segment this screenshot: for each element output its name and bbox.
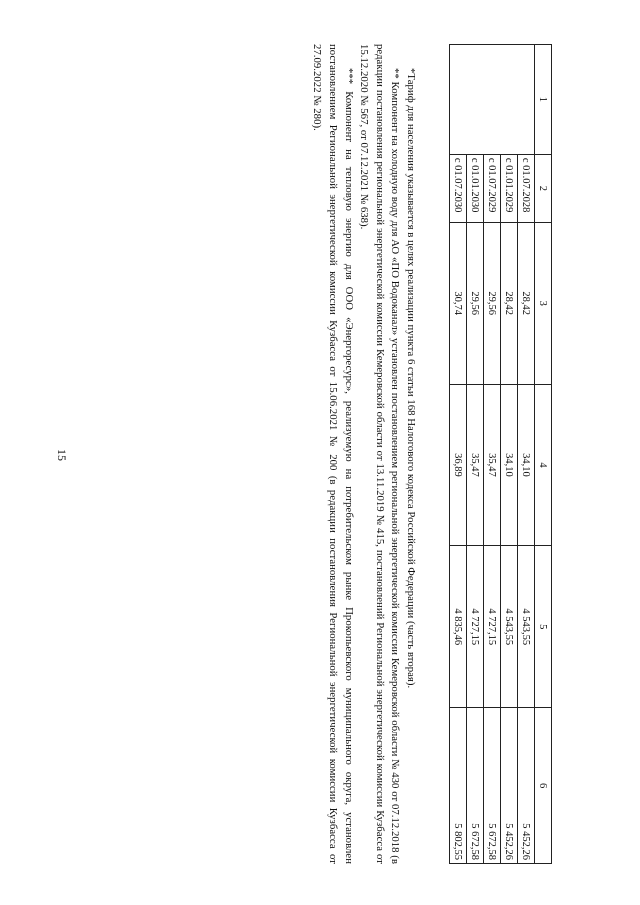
table-cell: 4 727,15 <box>484 546 501 708</box>
column-header-3: 3 <box>535 222 552 384</box>
table-cell: 28,42 <box>501 222 518 384</box>
table-cell-date: с 01.07.2029 <box>484 154 501 222</box>
table-cell: 5 452,26 <box>501 708 518 864</box>
table-row <box>518 45 535 864</box>
table-cell: 29,56 <box>467 222 484 384</box>
footnote-cold-water-component: ** Компонент на холодную воду для АО «ПО Водоканал» установлен постановлением региональной энергетической комиссии Кемеровской области № 430 от 07.12.2018 (в редакции постановления региональной энергетической комиссии Кемеровской области от 13.11.2019 № 415, постановлений Региональной энергетической комиссии Кузбасса от 15.12.2020 № 567, от 07.12.2021 № 638). <box>358 44 402 864</box>
table-cell-date: с 01.07.2030 <box>450 154 467 222</box>
table-cell-date: с 01.01.2029 <box>501 154 518 222</box>
table-row <box>467 45 484 864</box>
footnotes <box>309 44 418 864</box>
table-cell: 5 672,58 <box>467 708 484 864</box>
table-header-row <box>535 45 552 864</box>
page-number: 15 <box>55 449 69 461</box>
table-cell: 28,42 <box>518 222 535 384</box>
table-cell: 4 727,15 <box>467 546 484 708</box>
table-cell: 29,56 <box>484 222 501 384</box>
footnote-population-tariff: *Тариф для населения указывается в целях реализации пункта 6 статьи 168 Налогового кодекса Российской Федерации (часть вторая). <box>405 68 417 689</box>
table-cell: 4 835,46 <box>450 546 467 708</box>
column-header-4: 4 <box>535 384 552 546</box>
table-cell: 30,74 <box>450 222 467 384</box>
table-row <box>484 45 501 864</box>
column-header-2: 2 <box>535 154 552 222</box>
table-cell-merged <box>450 45 535 155</box>
footnote-heat-energy-component: *** Компонент на тепловую энергию для ООО «Энергоресурс», реализуемую на потребительском рынке Прокопьевского муниципального округа, установлен постановлением Региональной энергетической комиссии Кузбасса от 15.06.2021 № 200 (в редакции постановления Региональной энергетической комиссии Кузбасса от 27.09.2022 № 280). <box>311 44 355 864</box>
table-cell: 5 802,55 <box>450 708 467 864</box>
table-cell: 34,10 <box>501 384 518 546</box>
table-cell: 4 543,55 <box>518 546 535 708</box>
table-cell: 5 672,58 <box>484 708 501 864</box>
table-cell: 4 543,55 <box>501 546 518 708</box>
table-cell: 5 452,26 <box>518 708 535 864</box>
table-cell-date: с 01.07.2028 <box>518 154 535 222</box>
table-cell: 36,89 <box>450 384 467 546</box>
table-row <box>501 45 518 864</box>
table-cell: 35,47 <box>467 384 484 546</box>
tariff-table <box>449 44 552 864</box>
table-cell: 34,10 <box>518 384 535 546</box>
column-header-5: 5 <box>535 546 552 708</box>
table-cell-date: с 01.01.2030 <box>467 154 484 222</box>
column-header-1: 1 <box>535 45 552 155</box>
column-header-6: 6 <box>535 708 552 864</box>
table-cell: 35,47 <box>484 384 501 546</box>
table-row <box>450 45 467 864</box>
